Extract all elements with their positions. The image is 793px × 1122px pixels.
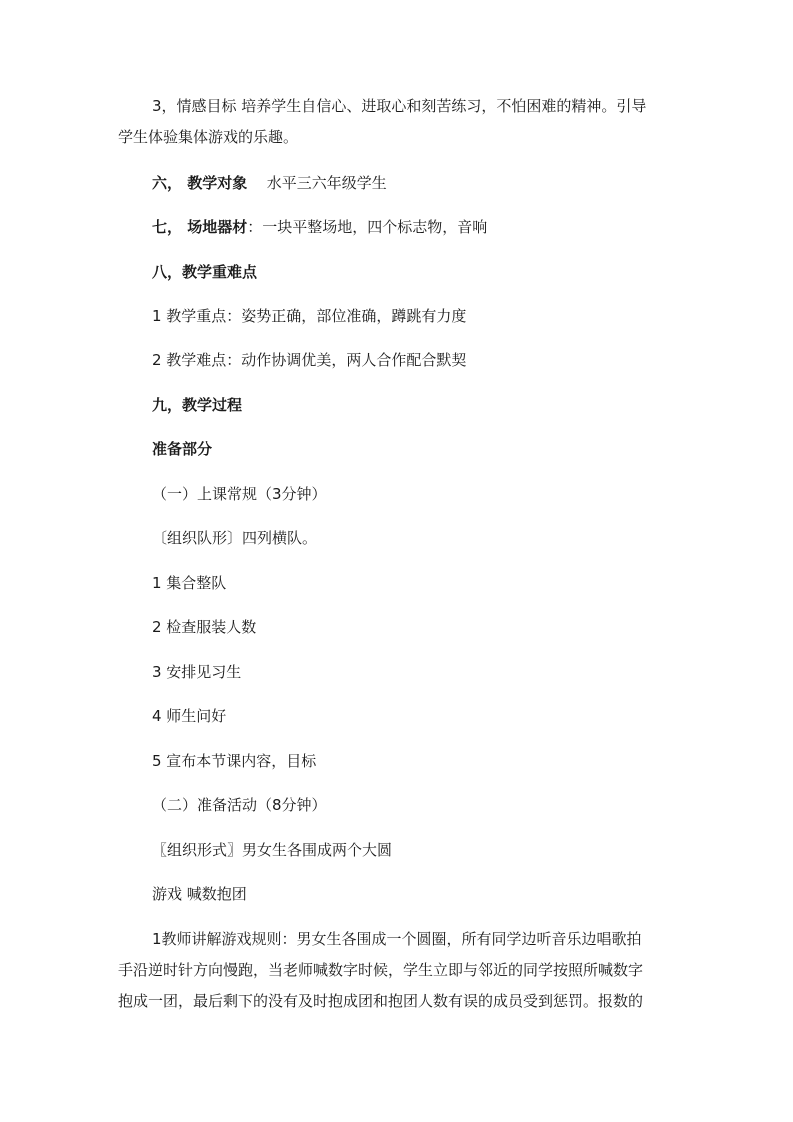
text-line-rules-1: 1教师讲解游戏规则：男女生各围成一个圆圈，所有同学边听音乐边唱歌拍 [152,930,642,948]
text-line-warmup: （二）准备活动（8分钟） [152,796,327,814]
section-key-difficult-points: 八，教学重难点 [152,263,258,281]
list-item: 1 集合整队 [152,574,227,592]
section-value: ：一块平整场地，四个标志物，音响 [247,218,488,236]
text-line-formation: 〔组织队形〕四列横队。 [152,529,318,547]
text-line-rules-3: 抱成一团，最后剩下的没有及时抱成团和抱团人数有误的成员受到惩罚。报数的 [118,992,644,1010]
text-line-emotion-goal-cont: 学生体验集体游戏的乐趣。 [118,128,299,146]
section-teaching-process: 九，教学过程 [152,396,243,414]
list-item: 2 检查服装人数 [152,618,257,636]
list-item: 3 安排见习生 [152,663,242,681]
list-item: 5 宣布本节课内容，目标 [152,752,317,770]
text-line-organization: 〖组织形式〗男女生各围成两个大圆 [152,841,393,859]
list-item: 4 师生问好 [152,707,227,725]
text-line-routine: （一）上课常规（3分钟） [152,485,327,503]
section-venue-equipment [152,217,487,237]
text-line-difficult-point: 2 教学难点：动作协调优美，两人合作配合默契 [152,351,467,369]
text-line-rules-2: 手沿逆时针方向慢跑，当老师喊数字时候，学生立即与邻近的同学按照所喊数字 [118,961,644,979]
section-teaching-target [152,173,387,193]
section-value: 水平三六年级学生 [266,174,387,192]
subsection-preparation: 准备部分 [152,440,213,458]
section-heading: 六， 教学对象 [152,174,248,192]
text-line-emotion-goal: 3，情感目标 培养学生自信心、进取心和刻苦练习，不怕困难的精神。引导 [152,97,647,115]
text-line-game: 游戏 喊数抱团 [152,885,247,903]
section-heading: 七， 场地器材 [152,218,248,236]
text-line-key-point: 1 教学重点：姿势正确，部位准确，蹲跳有力度 [152,307,467,325]
